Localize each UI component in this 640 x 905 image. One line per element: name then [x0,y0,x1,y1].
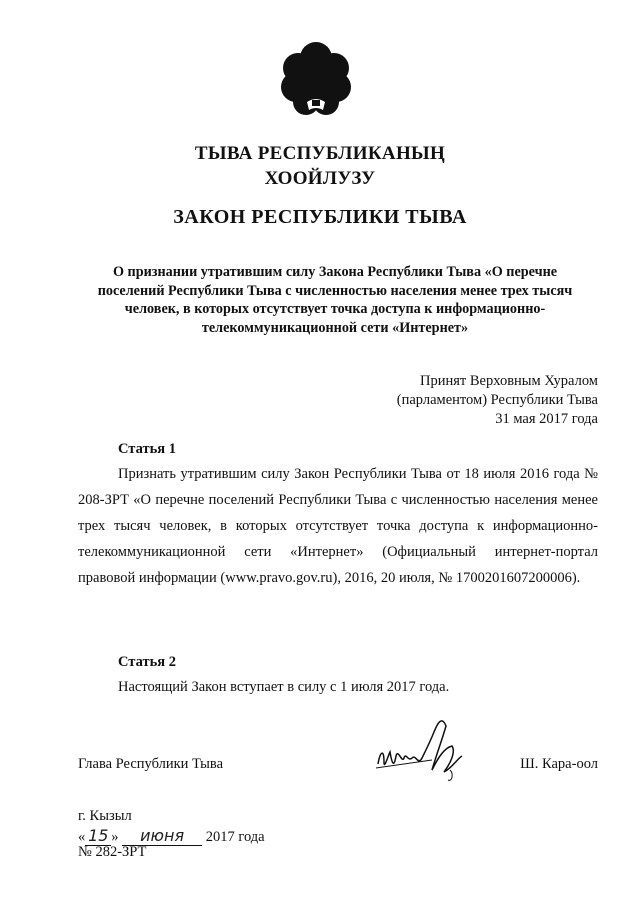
date-month-handwritten: июня [122,826,202,846]
article-1-text: Признать утратившим силу Закон Республики Тыва от 18 июля 2016 года № 208-ЗРТ «О перечне поселений Республики Тыва с численностью населения менее трех тысяч человек, в которых отсутствует точка доступа к информационно-телекоммуникационной сети «Интернет» (Официальный интернет-портал правовой информации (www.pravo.gov.ru), 2016, 20 июля, № 1700201607200006). [78,466,598,586]
tuva-emblem-icon [276,40,356,120]
signatory-name: Ш. Кара-оол [520,756,598,772]
adoption-line: Принят Верховным Хуралом [420,373,598,389]
article-2-body [78,674,598,700]
adoption-note [298,372,598,429]
header-subtitle-tuvan: ХООЙЛУЗУ [264,168,376,189]
subject-line: телекоммуникационной сети «Интернет» [201,319,469,336]
law-title: ЗАКОН РЕСПУБЛИКИ ТЫВА [173,206,467,228]
law-number: № 282-ЗРТ [78,844,147,860]
article-1-body [78,461,598,591]
signatory-position: Глава Республики Тыва [78,756,224,772]
place-city: г. Кызыл [78,808,132,824]
subject-line: поселений Республики Тыва с численностью населения менее трех тысяч [97,282,573,299]
adoption-line: (парламентом) Республики Тыва [396,392,598,408]
signing-date: « 15 » июня 2017 года [78,826,265,845]
article-2-text: Настоящий Закон вступает в силу с 1 июля 2017 года. [118,679,450,695]
article-1-title: Статья 1 [118,441,176,457]
subject-line: О признании утратившим силу Закона Республики Тыва «О перечне [112,264,558,280]
header-title-tuvan: ТЫВА РЕСПУБЛИКАНЫҢ [194,143,446,164]
law-subject [70,263,600,337]
handwritten-signature-icon [372,712,472,792]
article-2-title: Статья 2 [118,654,176,670]
date-year: 2017 года [205,829,265,845]
date-day-handwritten: 15 [85,826,111,846]
adoption-line: 31 мая 2017 года [495,411,598,427]
subject-line: человек, в которых отсутствует точка доступа к информационно- [124,301,546,317]
